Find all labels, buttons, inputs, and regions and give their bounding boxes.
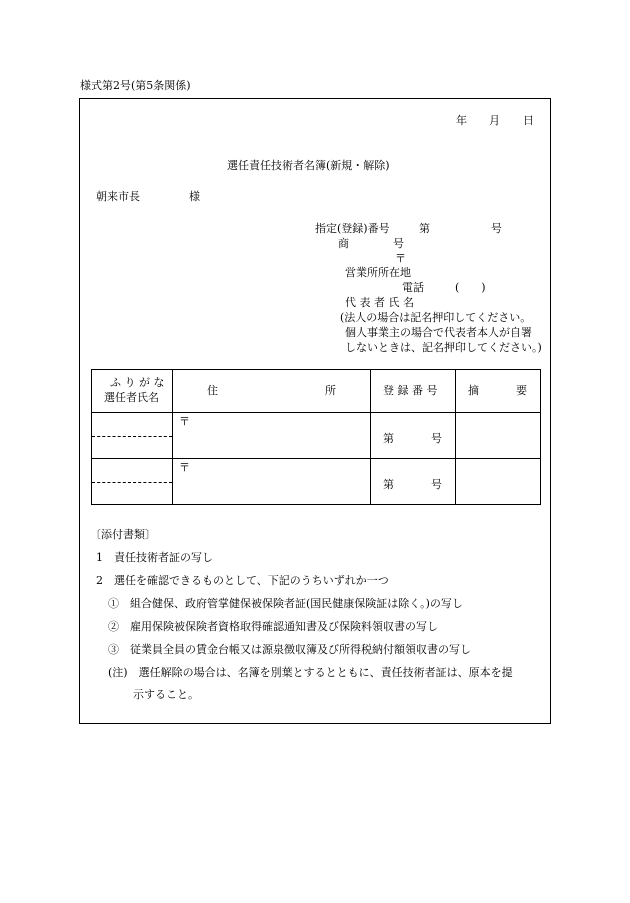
reg-no-cell: [371, 413, 456, 459]
attachment-sub-1: ① 組合健保、政府管掌健保被保険者証(国民健康保険証は除く。)の写し: [108, 597, 463, 610]
office-address-label: 営業所所在地: [345, 266, 411, 279]
registration-prefix: 第: [419, 222, 430, 235]
table-row: [92, 459, 541, 505]
row-postal-mark: 〒: [179, 415, 190, 428]
trade-name-label: 商 号: [338, 237, 404, 250]
row-postal-mark: 〒: [179, 461, 190, 474]
name-cell: [92, 459, 173, 505]
signature-note-1: (法人の場合は記名押印してください。: [340, 311, 532, 324]
attachment-item-2: 2 選任を確認できるものとして、下記のうちいずれか一つ: [96, 574, 389, 587]
attachment-sub-3: ③ 従業員全員の賃金台帳又は源泉徴収簿及び所得税納付額領収書の写し: [108, 643, 471, 656]
row-reg-suffix: 号: [431, 478, 442, 491]
date-month: 月: [489, 114, 500, 127]
signature-note-2: 個人事業主の場合で代表者本人が自署: [345, 326, 532, 339]
attachment-sub-2: ② 雇用保険被保険者資格取得確認通知書及び保険料領収書の写し: [108, 620, 438, 633]
header-address: [173, 370, 371, 413]
table-row: [92, 413, 541, 459]
document-title: 選任責任技術者名簿(新規・解除): [227, 159, 390, 172]
roster-table: [91, 369, 541, 505]
phone-parens: ( ): [455, 281, 486, 294]
address-cell: [173, 459, 371, 505]
row-reg-prefix: 第: [383, 478, 394, 491]
registration-label: 指定(登録)番号: [315, 222, 390, 235]
date-year: 年: [456, 114, 467, 127]
header-remarks-right: 要: [516, 384, 527, 397]
addressee-office: 朝来市長: [96, 190, 140, 203]
furigana-divider: [92, 482, 172, 483]
header-name: 選任者氏名: [104, 391, 159, 404]
signature-note-3: しないときは、記名押印してください。): [345, 341, 542, 354]
representative-label: 代 表 者 氏 名: [345, 296, 414, 309]
header-furigana: ふ り が な: [110, 376, 165, 389]
table-header-row: [92, 370, 541, 413]
phone-label: 電話: [402, 281, 424, 294]
attachment-note-1: (注) 選任解除の場合は、名簿を別葉とするとともに、責任技術者証は、原本を提: [108, 666, 513, 679]
registration-suffix: 号: [491, 222, 502, 235]
attachment-note-2: 示すること。: [133, 688, 199, 701]
header-furigana-name: [92, 370, 173, 413]
remarks-cell: [456, 413, 541, 459]
row-reg-prefix: 第: [383, 432, 394, 445]
row-reg-suffix: 号: [431, 432, 442, 445]
header-address-left: 住: [207, 384, 218, 397]
address-cell: [173, 413, 371, 459]
name-cell: [92, 413, 173, 459]
addressee-honorific: 様: [189, 190, 200, 203]
header-reg-no: [371, 370, 456, 413]
date-day: 日: [523, 114, 534, 127]
reg-no-cell: [371, 459, 456, 505]
header-remarks-left: 摘: [468, 384, 479, 397]
attachment-item-1: 1 責任技術者証の写し: [96, 551, 213, 564]
form-number: 様式第2号(第5条関係): [80, 79, 191, 92]
postal-mark: 〒: [395, 252, 406, 265]
header-reg-no-label: 登 録 番 号: [383, 384, 438, 397]
remarks-cell: [456, 459, 541, 505]
furigana-divider: [92, 436, 172, 437]
attachments-heading: 〔添付書類〕: [90, 528, 156, 541]
header-address-right: 所: [325, 384, 336, 397]
header-remarks: [456, 370, 541, 413]
